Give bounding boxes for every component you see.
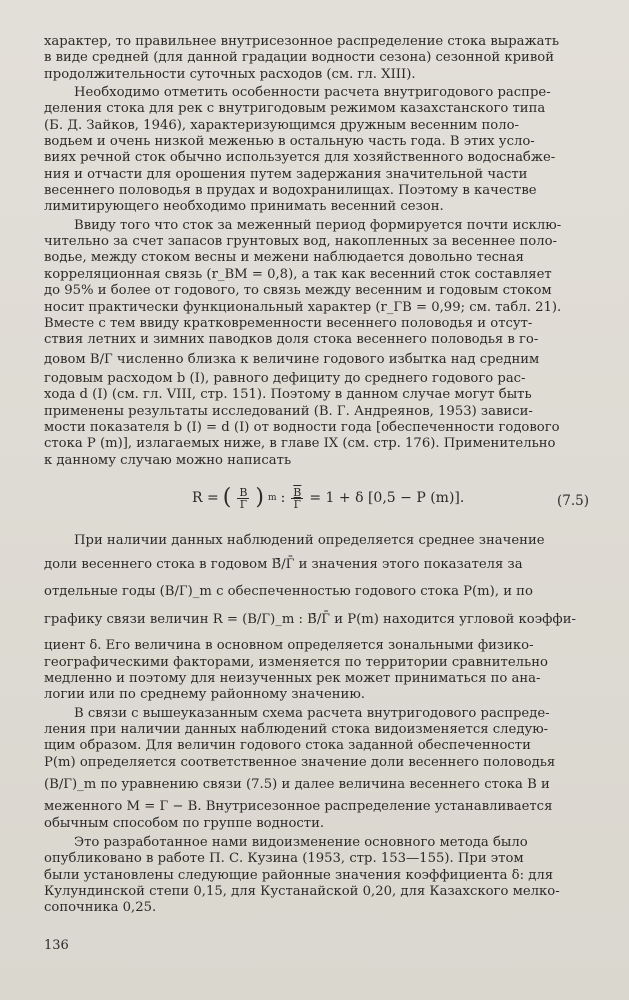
formula-fraction <box>237 487 249 510</box>
text-line: ления при наличии данных наблюдений стока видоизменяется следую- <box>44 722 549 738</box>
text-line: продолжительности суточных расходов (см. гл. XIII). <box>44 66 416 82</box>
text-line: P(m) определяется соответственное значение доли весеннего половодья <box>44 754 556 770</box>
text-line: логии или по среднему районному значению. <box>44 687 366 703</box>
text-line: отдельные годы (В/Г)_m с обеспеченностью годового стока P(m), и по <box>44 583 533 599</box>
paragraph-6 <box>44 835 589 917</box>
text-line: весеннего половодья в прудах и водохранилищах. Поэтому в качестве <box>44 183 537 199</box>
text-line: стока P (m)], излагаемых ниже, в главе IX (см. стр. 176). Применительно <box>44 436 556 452</box>
formula-number: (7.5) <box>556 492 589 509</box>
text-line: (Б. Д. Зайков, 1946), характеризующимся дружным весенним поло- <box>44 117 520 133</box>
formula-lhs: R = <box>192 490 219 507</box>
text-line: мости показателя b (I) = d (I) от водности года [обеспеченности годового <box>44 419 560 435</box>
text-line: корреляционная связь (r_ВМ = 0,8), а так как весенний сток составляет <box>44 266 552 282</box>
fraction-denominator: Г <box>239 497 248 511</box>
text-line: были установлены следующие районные значения коэффициента δ: для <box>44 867 554 883</box>
text-line: деления стока для рек с внутригодовым режимом казахстанского типа <box>44 101 546 117</box>
text-line: годовым расходом b (I), равного дефициту до среднего годового рас- <box>44 370 526 386</box>
text-line: В связи с вышеуказанным схема расчета внутригодового распреде- <box>74 705 550 721</box>
text-line: Вместе с тем ввиду кратковременности весеннего половодья и отсут- <box>44 315 533 331</box>
text-line: хода d (I) (см. гл. VIII, стр. 151). Поэтому в данном случае могут быть <box>44 387 532 403</box>
paragraph-4 <box>44 533 589 704</box>
formula-mean-fraction <box>291 487 303 510</box>
text-line: Это разработанное нами видоизменение основного метода было <box>74 835 528 851</box>
text-line: Кулундинской степи 0,15, для Кустанайской 0,20, для Казахского мелко- <box>44 884 560 900</box>
text-line: медленно и поэтому для неизученных рек может приниматься по ана- <box>44 671 541 686</box>
text-line: применены результаты исследований (В. Г. Андреянов, 1953) зависи- <box>44 403 533 419</box>
text-line: обычным способом по группе водности. <box>44 815 325 831</box>
text-line: меженного М = Г − В. Внутрисезонное распределение устанавливается <box>44 799 553 815</box>
text-line: циент δ. Его величина в основном определяется зональными физико- <box>44 638 534 654</box>
text-line: до 95% и более от годового, то связь между весенним и годовым стоком <box>44 283 552 299</box>
text-line: характер, то правильнее внутрисезонное распределение стока выражать <box>44 34 560 49</box>
text-line: ствия летних и зимних паводков доля стока весеннего половодья в го- <box>44 332 539 348</box>
text-line: опубликовано в работе П. С. Кузина (1953, стр. 153—155). При этом <box>44 851 524 867</box>
text-line: носит практически функциональный характер (r_ГВ = 0,99; см. табл. 21). <box>44 299 562 315</box>
text-line: ния и отчасти для орошения путем задержания значительной части <box>44 166 528 182</box>
text-line: (В/Г)_m по уравнению связи (7.5) и далее величина весеннего стока В и <box>44 777 550 793</box>
page-number: 136 <box>44 938 69 953</box>
text-line: к данному случаю можно написать <box>44 452 292 468</box>
formula-paren-open: ( <box>222 485 232 511</box>
text-line: лимитирующего необходимо принимать весенний сезон. <box>44 199 444 215</box>
text-line: сопочника 0,25. <box>44 900 157 916</box>
formula-expression <box>192 487 464 510</box>
formula-colon: : <box>280 490 286 507</box>
text-line: Ввиду того что сток за меженный период формируется почти исклю- <box>74 217 562 233</box>
paragraph-1 <box>44 34 589 83</box>
text-line: При наличии данных наблюдений определяется среднее значение <box>74 532 545 548</box>
text-line: доли весеннего стока в годовом В̄/Г̄ и значения этого показателя за <box>44 557 523 573</box>
paragraph-3 <box>44 218 589 469</box>
fraction-numerator: В <box>239 485 248 499</box>
text-line: водье, между стоком весны и межени наблюдается довольно тесная <box>44 250 524 266</box>
text-line: графику связи величин R = (В/Г)_m : В̄/Г̄ и P(m) находится угловой коэффи- <box>44 611 576 627</box>
paragraph-2 <box>44 85 589 216</box>
paragraph-5 <box>44 706 589 832</box>
text-line: Необходимо отметить особенности расчета внутригодового распре- <box>74 85 551 101</box>
text-line: щим образом. Для величин годового стока заданной обеспеченности <box>44 738 531 754</box>
formula-7-5 <box>44 483 589 517</box>
text-line: водьем и очень низкой меженью в остальную часть года. В этих усло- <box>44 134 535 150</box>
formula-subscript: m <box>268 493 277 504</box>
text-line: чительно за счет запасов грунтовых вод, накопленных за весеннее поло- <box>44 234 557 250</box>
text-line: географическими факторами, изменяется по территории сравнительно <box>44 654 548 670</box>
mean-fraction-denominator: Г <box>293 497 301 511</box>
formula-paren-close: ) <box>255 485 265 511</box>
formula-rhs: = 1 + δ [0,5 − P (m)]. <box>309 490 465 507</box>
text-line: виях речной сток обычно используется для хозяйственного водоснабже- <box>44 150 556 166</box>
mean-fraction-numerator: В <box>293 485 302 499</box>
text-line: довом В/Г численно близка к величине годового избытка над средним <box>44 351 540 367</box>
text-line: в виде средней (для данной градации водности сезона) сезонной кривой <box>44 50 554 66</box>
